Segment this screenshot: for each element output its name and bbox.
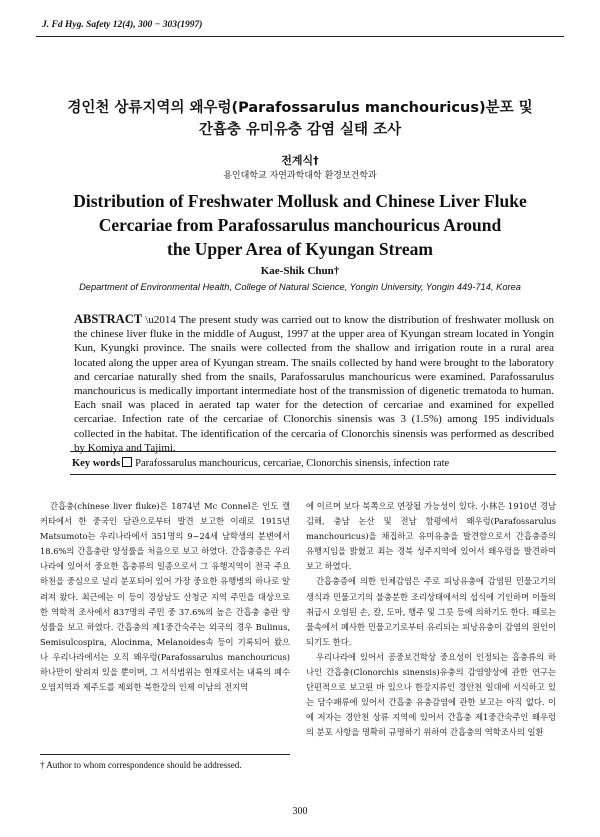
body-paragraph: 간흡충(chinese liver fluke)은 1874년 Mc Connel은 인도 캘커타에서 한 중국인 담관으로부터 발견 보고한 이래로 1915년 Matsumoto는 우리나라에서 351명의 9~24세 남학생의 분변에서 18.6%의 간흡충란 양성률을 처음으로 보고 하였다. 간흡충증은 우리나라에 있어서 중요한 흡충류의 일종으로서 그 유행지역이 전국 주요 하천을 중심으로 널리 분포되어 있어 가장 중요한 유행병의 하나로 알려져 왔다. 최근에는 이 등이 경상남도 산청군 지역 주민을 대상으로 한 역학적 조사에서 837명의 주민 중 37.6%의 높은 간흡충 충란 양성률을 보고 하였다. 간흡충의 제1중간숙주는 외국의 경우 Bulinus, Semisulcospira, Alocinma, Melanoides속 등이 기록되어 왔으나 우리나라에서는 오직 왜우렁(Parafossarulus manchouricus) 하나만이 알려져 있을 뿐이며, 그 서식범위는 현재로서는 내륙의 폐수오염지역과 제주도를 제외한 북한강의 인제 이남의 전지역 [40,501,290,693]
header-rule [36,36,564,37]
korean-title-line-1: 경인천 상류지역의 왜우렁(Parafossarulus manchouricus)분포 및 [67,100,533,116]
english-author: Kae-Shik Chun† [260,265,340,277]
body-column-left [40,499,290,695]
korean-author: 전계식† [281,154,319,167]
body-paragraph: 우리나라에 있어서 공중보건학상 중요성이 인정되는 흡충류의 하나인 간흡충(Clonorchis sinensis)유충의 감염양상에 관한 연구는 단편적으로 보고된 바 있으나 한강지류인 경안천 일대에 서식하고 있는 담수패류에 있어서 간흡충 유충감염에 관한 보고는 아직 없다. 이에 저자는 경안천 상류 지역에 있어서 간흡충 제1중간숙주인 왜우렁의 분포 사항을 명확히 규명하기 위하여 간흡충의 역학조사의 일환 [306,651,556,738]
footnote: † Author to whom correspondence should be addressed. [40,760,242,770]
page-number: 300 [292,806,308,817]
body-paragraph: 간흡충증에 의한 인체감염은 주로 피낭유충에 감염된 민물고기의 생식과 민물고기의 불충분한 조리상태에서의 섭식에 기인하며 이들의 취급시 오염된 손, 칼, 도마, 행주 및 그릇 등에 의하기도 한다. 때로는 물속에서 폐사한 민물고기로부터 유리되는 피낭유충이 감염의 원인이 되기도 한다. [306,576,556,647]
keywords-bottom-rule [70,474,556,475]
keywords-label: Key words [72,458,121,469]
keywords-box-icon [122,457,132,467]
english-title-line-2: Cercariae from Parafossarulus manchouricus Around [98,215,502,235]
abstract-label: ABSTRACT [74,312,143,326]
english-title-line-1: Distribution of Freshwater Mollusk and Chinese Liver Fluke [73,191,527,211]
english-affiliation: Department of Environmental Health, College of Natural Science, Yongin University, Yongin 449-714, Korea [79,282,521,292]
keywords-text: Parafossarulus manchouricus, cercariae, Clonorchis sinensis, infection rate [135,458,450,469]
abstract-text: The present study was carried out to know the distribution of freshwater mollusk on the chinese liver fluke in the middle of August, 1997 at the upper area of Kyungan stream located in Yongin Kun, Kyungki province. The snails were collected from the shallow and irrigation route in a rural area located along the upper area of Kyungan stream. The snails collected by hand were brought to the laboratory and cercariae naturally shed from the snails, Parafossarulus manchouricus were examined. Parafossarulus manchouricus is medically important intermediate host of the transmission of digenetic trematoda to human. Each snail was placed in aerated tap water for the detection of cercariae and examined for expelled cercariae. Infection rate of the cercariae of Clonorchis sinensis was 3 (1.5%) among 195 individuals collected in the habitat. The identification of the cercaria of Clonorchis sinensis was performed as described by Komiya and Tajimi. [74,314,555,454]
keywords-top-rule [70,451,556,452]
keywords [72,457,449,469]
footnote-rule [40,754,290,755]
journal-citation: J. Fd Hyg. Safety 12(4), 300 − 303(1997) [42,20,203,30]
body-paragraph: 에 이르며 보다 북쪽으로 연장될 가능성이 있다. 小林은 1910년 경남 김해, 충남 논산 및 전남 함평에서 왜우렁(Parafossarulus manchouricus)을 채집하고 유미유충을 발견함으로서 간흡충증의 유행지임을 밝혔고 최는 경북 성주지역에 있어서 왜우렁을 발견하여 보고 하였다. [306,501,556,572]
english-title-line-3: the Upper Area of Kyungan Stream [167,239,433,259]
abstract: ABSTRACT \u2014 The present study was carried out to know the distribution of freshwater mollusk on the chinese liver fluke in the middle of August, 1997 at the upper area of Kyungan stream located in Yongin Kun, Kyungki province. The snails were collected from the shallow and irrigation route in a rural area located along the upper area of Kyungan stream. The snails collected by hand were brought to the laboratory and cercariae naturally shed from the snails, Parafossarulus manchouricus were examined. Parafossarulus manchouricus is medically important intermediate host of the transmission of digenetic trematoda to human. Each snail was placed in aerated tap water for the detection of cercariae and examined for expelled cercariae. Infection rate of the cercariae of Clonorchis sinensis was 3 (1.5%) among 195 individuals collected in the habitat. The identification of the cercaria of Clonorchis sinensis was performed as described by Komiya and Tajimi. [74,312,555,454]
body-column-right [306,499,556,741]
korean-affiliation: 용인대학교 자연과학대학 환경보건학과 [223,171,377,181]
korean-title-line-2: 간흡충 유미유충 감염 실태 조사 [198,122,402,138]
